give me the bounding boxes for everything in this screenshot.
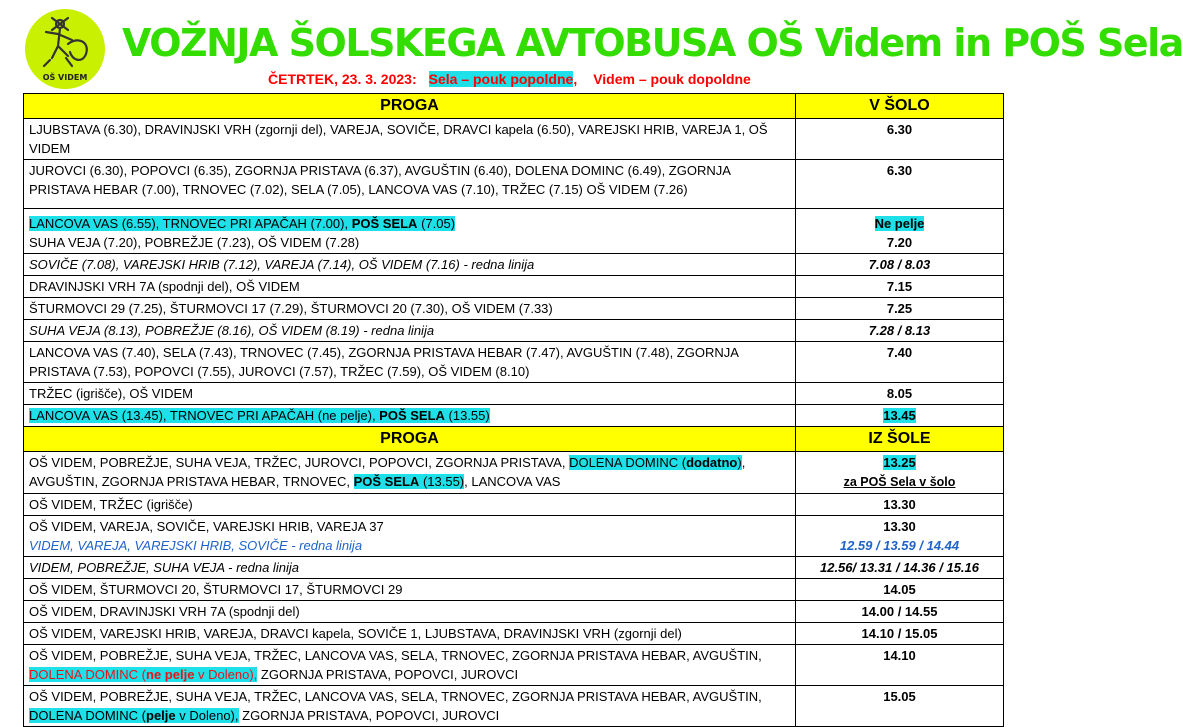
route-cell xyxy=(24,452,796,494)
table-row xyxy=(24,160,1004,209)
time-value: Ne pelje xyxy=(874,216,925,231)
table-row xyxy=(24,623,1004,645)
time-cell: 12.56/ 13.31 / 14.36 / 15.16 xyxy=(796,557,1004,579)
time-cell: 6.30 xyxy=(796,119,1004,160)
table-row xyxy=(24,276,1004,298)
col-time-header: IZ ŠOLE xyxy=(796,427,1004,452)
time-cell: 7.28 / 8.13 xyxy=(796,320,1004,342)
route-part: DOLENA DOMINC ( xyxy=(29,708,147,723)
time-cell: 7.08 / 8.03 xyxy=(796,254,1004,276)
time-cell: 15.05 xyxy=(796,686,1004,727)
table-row xyxy=(24,119,1004,160)
route-part: POŠ SELA xyxy=(379,408,445,423)
time-cell: 13.30 xyxy=(796,494,1004,516)
route-part: LANCOVA VAS (13.45), TRNOVEC PRI APAČAH (ne pelje), xyxy=(29,408,380,423)
time-cell: 14.10 / 15.05 xyxy=(796,623,1004,645)
route-cell xyxy=(24,516,796,557)
comma: , xyxy=(573,71,578,87)
route-part: DOLENA DOMINC ( xyxy=(569,455,687,470)
to-school-header xyxy=(24,94,1004,119)
route-part: (7.05) xyxy=(417,216,456,231)
time-cell: 14.10 xyxy=(796,645,1004,686)
route-part: OŠ VIDEM, POBREŽJE, SUHA VEJA, TRŽEC, LANCOVA VAS, SELA, TRNOVEC, ZGORNJA PRISTAVA HEBAR, AVGUŠTIN, xyxy=(29,648,762,663)
time-cell xyxy=(796,516,1004,557)
route-part: OŠ VIDEM, POBREŽJE, SUHA VEJA, TRŽEC, JUROVCI, POPOVCI, ZGORNJA PRISTAVA, xyxy=(29,455,570,470)
time-cell: 14.05 xyxy=(796,579,1004,601)
logo-text: OŠ VIDEM xyxy=(42,73,88,82)
time-cell: 14.00 / 14.55 xyxy=(796,601,1004,623)
schedule-table xyxy=(23,93,1004,727)
route-part: ) xyxy=(737,455,742,470)
time-cell xyxy=(796,405,1004,427)
route-part: v Doleno), xyxy=(194,667,258,682)
table-row xyxy=(24,452,1004,494)
route-cell xyxy=(24,209,796,254)
route-cell: SUHA VEJA (8.13), POBREŽJE (8.16), OŠ VIDEM (8.19) - redna linija xyxy=(24,320,796,342)
time-cell xyxy=(796,209,1004,254)
time-note: za POŠ Sela v šolo xyxy=(843,475,956,489)
time-cell: 7.15 xyxy=(796,276,1004,298)
table-row xyxy=(24,383,1004,405)
route-cell: VIDEM, POBREŽJE, SUHA VEJA - redna linija xyxy=(24,557,796,579)
time-cell xyxy=(796,452,1004,494)
route-part: OŠ VIDEM, VAREJA, SOVIČE, VAREJSKI HRIB, VAREJA 37 xyxy=(29,519,384,534)
table-row xyxy=(24,686,1004,727)
route-part: ne pelje xyxy=(146,667,195,682)
table-row xyxy=(24,494,1004,516)
time-value: 7.20 xyxy=(886,235,913,250)
table-row xyxy=(24,320,1004,342)
route-part: (13.55) xyxy=(444,408,490,423)
route-cell: OŠ VIDEM, DRAVINJSKI VRH 7A (spodnji del) xyxy=(24,601,796,623)
table-row xyxy=(24,342,1004,383)
videm-note: Videm – pouk dopoldne xyxy=(593,71,751,87)
table-row xyxy=(24,405,1004,427)
route-part: , LANCOVA VAS xyxy=(464,474,561,489)
route-part: dodatno xyxy=(686,455,738,470)
route-cell: DRAVINJSKI VRH 7A (spodnji del), OŠ VIDEM xyxy=(24,276,796,298)
table-row xyxy=(24,601,1004,623)
route-part: , AVGUŠTIN, ZGORNJA PRISTAVA HEBAR, TRNOVEC, xyxy=(29,455,746,489)
route-cell xyxy=(24,405,796,427)
route-cell xyxy=(24,686,796,727)
table-row xyxy=(24,516,1004,557)
table-row xyxy=(24,579,1004,601)
route-cell: OŠ VIDEM, VAREJSKI HRIB, VAREJA, DRAVCI kapela, SOVIČE 1, LJUBSTAVA, DRAVINJSKI VRH (zgornji del) xyxy=(24,623,796,645)
route-part: v Doleno), xyxy=(175,708,239,723)
date-label: ČETRTEK, 23. 3. 2023: xyxy=(268,71,417,87)
subtitle xyxy=(268,70,751,88)
time-cell: 8.05 xyxy=(796,383,1004,405)
route-part: ZGORNJA PRISTAVA, POPOVCI, JUROVCI xyxy=(238,708,500,723)
time-cell: 7.40 xyxy=(796,342,1004,383)
time-cell: 6.30 xyxy=(796,160,1004,209)
route-cell xyxy=(24,645,796,686)
table-row xyxy=(24,254,1004,276)
sela-note: Sela – pouk popoldne xyxy=(428,71,574,87)
route-cell: JUROVCI (6.30), POPOVCI (6.35), ZGORNJA PRISTAVA (6.37), AVGUŠTIN (6.40), DOLENA DOMINC (6.49), ZGORNJA PRISTAVA HEBAR (7.00), TRNOVEC (7.02), SELA (7.05), LANCOVA VAS (7.10), TRŽEC (7.15) OŠ VIDEM (7.26) xyxy=(24,160,796,209)
route-cell: TRŽEC (igrišče), OŠ VIDEM xyxy=(24,383,796,405)
route-part: ZGORNJA PRISTAVA, POPOVCI, JUROVCI xyxy=(257,667,519,682)
table-row xyxy=(24,298,1004,320)
route-part: POŠ SELA xyxy=(351,216,418,231)
time-value: 13.45 xyxy=(883,408,916,423)
route-part: OŠ VIDEM, POBREŽJE, SUHA VEJA, TRŽEC, LANCOVA VAS, SELA, TRNOVEC, ZGORNJA PRISTAVA HEBAR, AVGUŠTIN, xyxy=(29,689,762,704)
school-logo xyxy=(22,6,108,90)
route-cell: OŠ VIDEM, ŠTURMOVCI 20, ŠTURMOVCI 17, ŠTURMOVCI 29 xyxy=(24,579,796,601)
route-part: pelje xyxy=(146,708,176,723)
route-cell: ŠTURMOVCI 29 (7.25), ŠTURMOVCI 17 (7.29), ŠTURMOVCI 20 (7.30), OŠ VIDEM (7.33) xyxy=(24,298,796,320)
table-row xyxy=(24,557,1004,579)
route-part: (13.55) xyxy=(419,474,465,489)
route-cell: OŠ VIDEM, TRŽEC (igrišče) xyxy=(24,494,796,516)
from-school-header xyxy=(24,427,1004,452)
col-route-header: PROGA xyxy=(24,427,796,452)
time-cell: 7.25 xyxy=(796,298,1004,320)
col-time-header: V ŠOLO xyxy=(796,94,1004,119)
route-part: DOLENA DOMINC ( xyxy=(29,667,147,682)
col-route-header: PROGA xyxy=(24,94,796,119)
page-title: VOŽNJA ŠOLSKEGA AVTOBUSA OŠ Videm in POŠ Sela xyxy=(122,21,1183,65)
route-cell: SOVIČE (7.08), VAREJSKI HRIB (7.12), VAREJA (7.14), OŠ VIDEM (7.16) - redna linija xyxy=(24,254,796,276)
table-row xyxy=(24,209,1004,254)
route-part: POŠ SELA xyxy=(353,474,420,489)
route-cell: LANCOVA VAS (7.40), SELA (7.43), TRNOVEC (7.45), ZGORNJA PRISTAVA HEBAR (7.47), AVGUŠTIN (7.48), ZGORNJA PRISTAVA (7.53), POPOVCI (7.55), JUROVCI (7.57), TRŽEC (7.59), OŠ VIDEM (8.10) xyxy=(24,342,796,383)
route-cell: LJUBSTAVA (6.30), DRAVINJSKI VRH (zgornji del), VAREJA, SOVIČE, DRAVCI kapela (6.50), VAREJSKI HRIB, VAREJA 1, OŠ VIDEM xyxy=(24,119,796,160)
time-value: 13.25 xyxy=(883,455,916,470)
table-row xyxy=(24,645,1004,686)
route-part: SUHA VEJA (7.20), POBREŽJE (7.23), OŠ VIDEM (7.28) xyxy=(29,235,360,250)
time-value: 12.59 / 13.59 / 14.44 xyxy=(839,538,960,553)
time-value: 13.30 xyxy=(883,519,916,534)
route-part: VIDEM, VAREJA, VAREJSKI HRIB, SOVIČE - redna linija xyxy=(29,538,363,553)
route-part: LANCOVA VAS (6.55), TRNOVEC PRI APAČAH (7.00), xyxy=(29,216,352,231)
